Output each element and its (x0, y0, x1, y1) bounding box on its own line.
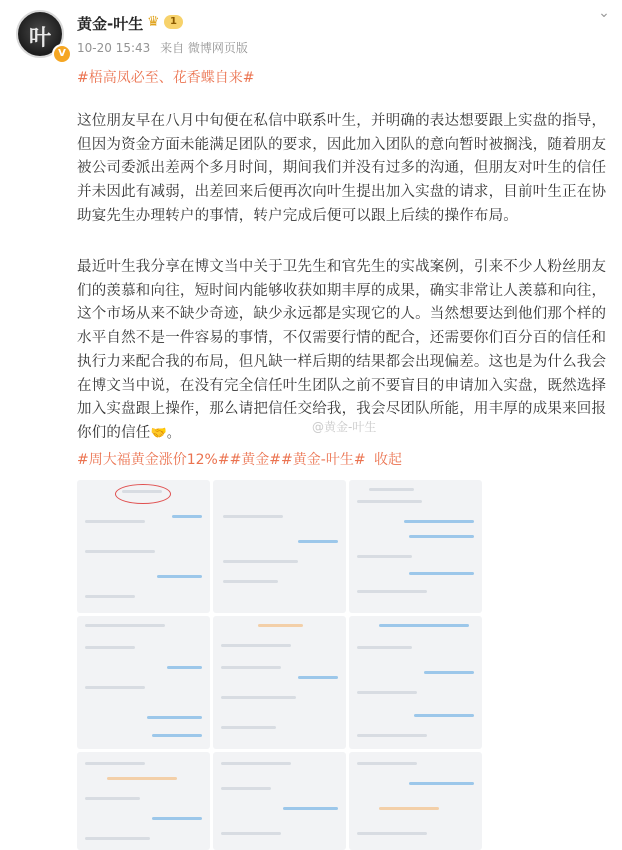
chat-screenshot-1[interactable] (77, 480, 210, 613)
post-paragraph-1: 这位朋友早在八月中旬便在私信中联系叶生，并明确的表达想要跟上实盘的指导，但因为资金方面未能满足团队的要求，因此加入团队的意向暂时被搁浅，随着朋友被公司委派出差两个多月时间，期间我们并没有过多的沟通，但朋友对叶生的信任并未因此有减弱，出差回来后便再次向叶生提出加入实盘的请求，目前叶生正在协助宴先生办理转户的事情，转户完成后便可以跟上后续的操作布局。 (77, 113, 607, 224)
level-badge[interactable]: 1 (164, 15, 183, 29)
watermark: @黄金-叶生 (312, 420, 377, 434)
post-paragraph-2-text: 最近叶生我分享在博文当中关于卫先生和官先生的实战案例，引来不少人粉丝朋友们的羡慕和向往，短时间内能够收获如期丰厚的成果，确实非常让人羡慕和向往，这个市场从来不缺少奇迹，缺少永远都是实现它的人。当然想要达到他们那个样的水平自然不是一件容易的事情，不仅需要行情的配合，还需要你们百分百的信任和执行力来配合我的布局，但凡缺一样后期的结果都会出现偏差。这也是为什么我会在博文当中说，在没有完全信任叶生团队之前不要盲目的申请加入实盘，既然选择加入实盘跟上操作，那么请把信任交给我，我会尽团队所能，用丰厚的成果来回报你们的信任 (77, 259, 607, 441)
chat-screenshot-8[interactable] (213, 752, 346, 850)
topic-link[interactable]: #梧高凤必至、花香蝶自来# (77, 70, 255, 86)
image-grid (77, 480, 482, 850)
highlight-circle (115, 484, 171, 504)
verified-v-icon: V (52, 44, 72, 64)
handshake-emoji: 🤝。 (150, 425, 181, 441)
chat-screenshot-5[interactable] (213, 616, 346, 749)
post-time[interactable]: 10-20 15:43 (77, 41, 151, 55)
chat-screenshot-6[interactable] (349, 616, 482, 749)
collapse-button[interactable]: 收起 (374, 452, 403, 468)
chat-screenshot-4[interactable] (77, 616, 210, 749)
chat-screenshot-9[interactable] (349, 752, 482, 850)
tag-row (77, 449, 402, 469)
post-source: 来自 微博网页版 (160, 41, 248, 55)
hashtags-link[interactable]: #周大福黄金涨价12%##黄金##黄金-叶生# (77, 452, 366, 468)
chevron-down-icon[interactable]: ⌄ (598, 5, 610, 21)
chat-screenshot-7[interactable] (77, 752, 210, 850)
crown-icon[interactable]: ♛ (147, 14, 160, 30)
username-link[interactable]: 黄金-叶生 (77, 15, 144, 33)
chat-screenshot-2[interactable] (213, 480, 346, 613)
avatar-glyph: 叶 (28, 26, 51, 51)
post-meta (77, 39, 254, 56)
chat-screenshot-3[interactable] (349, 480, 482, 613)
